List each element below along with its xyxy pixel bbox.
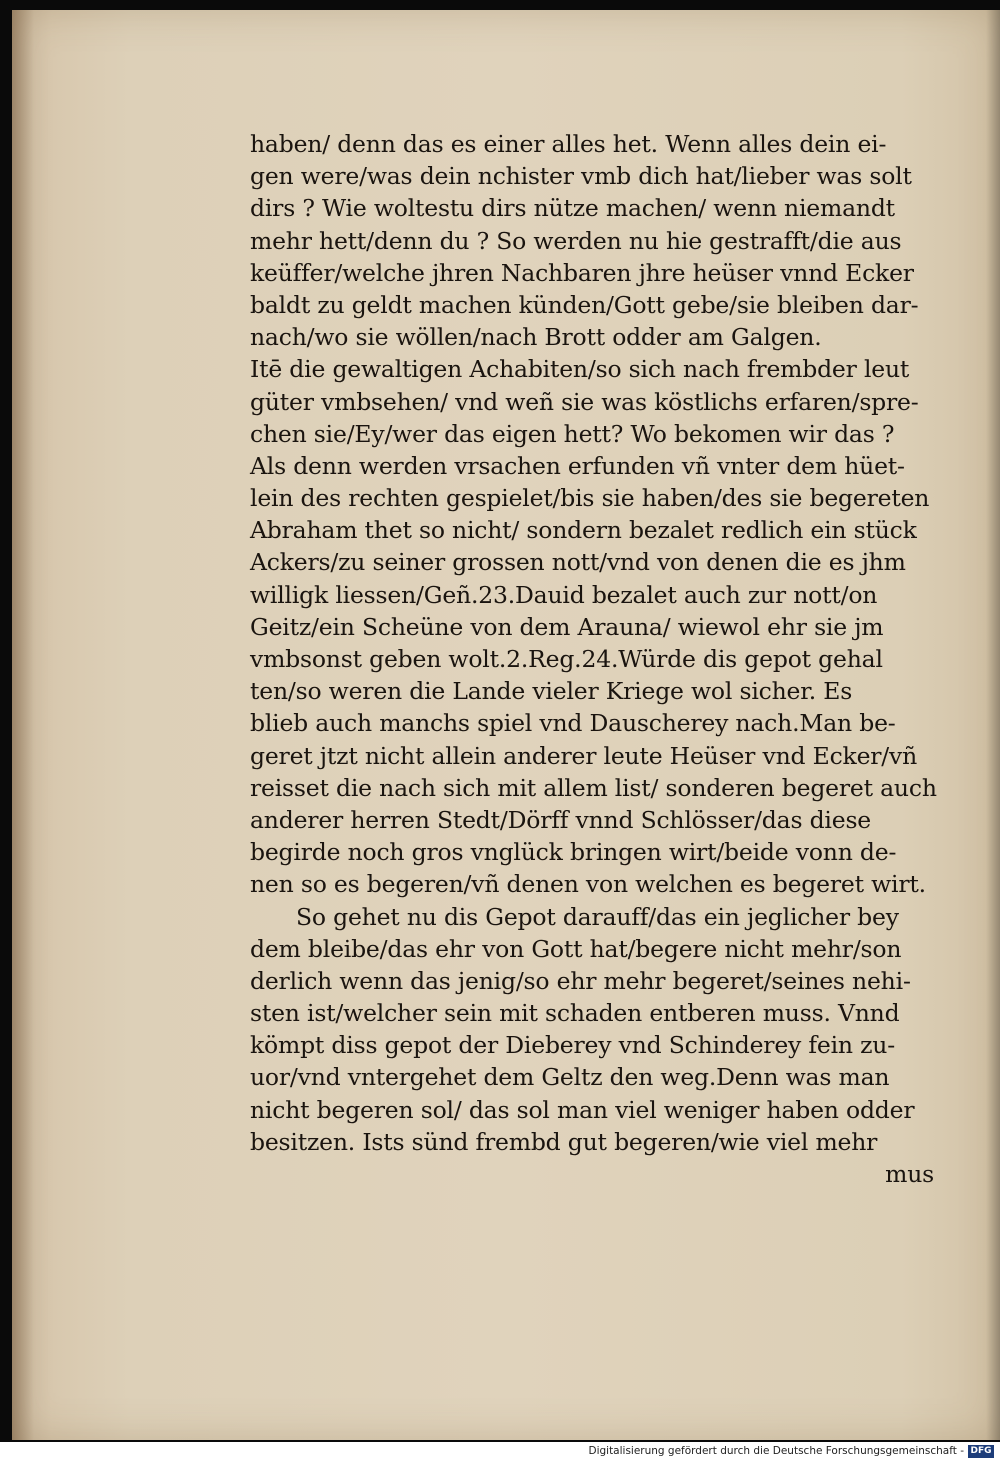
text-line: dem bleibe/das ehr von Gott hat/begere nicht mehr/son — [250, 934, 902, 963]
text-line: vmbsonst geben wolt.2.Reg.24.Würde dis gepot gehal — [250, 645, 883, 673]
text-line: reisset die nach sich mit allem list/ sonderen begeret auch — [250, 773, 937, 802]
text-line: lein des rechten gespielet/bis sie haben/des sie begereten — [250, 484, 930, 513]
text-line: dirs ? Wie woltestu dirs nütze machen/ wenn niemandt — [250, 194, 895, 223]
text-line: nen so es begeren/vñ denen von welchen es begeret wirt. — [250, 870, 926, 899]
text-line: baldt zu geldt machen künden/Gott gebe/sie bleiben dar- — [250, 290, 919, 319]
text-line: Als denn werden vrsachen erfunden vñ vnter dem hüet- — [250, 451, 905, 480]
text-line: ten/so weren die Lande vieler Kriege wol sicher. Es — [250, 677, 853, 706]
page-edge-shadow — [986, 10, 1000, 1440]
text-line: So gehet nu dis Gepot darauff/das ein jeglicher bey — [296, 902, 899, 931]
dfg-logo: DFG — [968, 1445, 994, 1458]
text-line: derlich wenn das jenig/so ehr mehr begeret/seines nehi- — [250, 966, 911, 995]
catchword: mus — [885, 1160, 934, 1188]
text-line: güter vmbsehen/ vnd weñ sie was köstlichs erfaren/spre- — [250, 387, 919, 416]
text-line: Itē die gewaltigen Achabiten/so sich nach frembder leut — [250, 355, 910, 384]
text-line: mehr hett/denn du ? So werden nu hie gestrafft/die aus — [250, 226, 902, 255]
text-line: anderer herren Stedt/Dörff vnnd Schlösser/das diese — [250, 805, 872, 834]
page-text-block — [250, 128, 950, 1190]
text-line: uor/vnd vntergehet dem Geltz den weg.Denn was man — [250, 1063, 890, 1092]
text-line: sten ist/welcher sein mit schaden entberen muss. Vnnd — [250, 999, 900, 1028]
text-line: begirde noch gros vnglück bringen wirt/beide vonn de- — [250, 838, 897, 867]
text-line: gen were/was dein nchister vmb dich hat/lieber was solt — [250, 162, 912, 191]
funding-credit: Digitalisierung gefördert durch die Deutsche Forschungsgemeinschaft - — [588, 1445, 964, 1457]
text-line: blieb auch manchs spiel vnd Dauscherey nach.Man be- — [250, 709, 896, 738]
text-line: haben/ denn das es einer alles het. Wenn alles dein ei- — [250, 130, 887, 158]
text-line: Abraham thet so nicht/ sondern bezalet redlich ein stück — [250, 516, 917, 545]
text-line: keüffer/welche jhren Nachbaren jhre heüser vnnd Ecker — [250, 258, 914, 287]
text-line: besitzen. Ists sünd frembd gut begeren/wie viel mehr — [250, 1127, 878, 1156]
page-gutter-shadow — [12, 10, 34, 1440]
text-line: kömpt diss gepot der Dieberey vnd Schinderey fein zu- — [250, 1031, 895, 1060]
text-line: geret jtzt nicht allein anderer leute Heüser vnd Ecker/vñ — [250, 741, 918, 770]
text-line: nach/wo sie wöllen/nach Brott odder am Galgen. — [250, 323, 822, 352]
text-line: chen sie/Ey/wer das eigen hett? Wo bekomen wir das ? — [250, 419, 895, 448]
text-line: Ackers/zu seiner grossen nott/vnd von denen die es jhm — [250, 548, 906, 577]
text-line: willigk liessen/Geñ.23.Dauid bezalet auch zur nott/on — [250, 580, 878, 609]
footer-bar — [0, 1442, 1000, 1461]
text-line: Geitz/ein Scheüne von dem Arauna/ wiewol ehr sie jm — [250, 612, 884, 641]
text-line: nicht begeren sol/ das sol man viel weniger haben odder — [250, 1095, 915, 1124]
